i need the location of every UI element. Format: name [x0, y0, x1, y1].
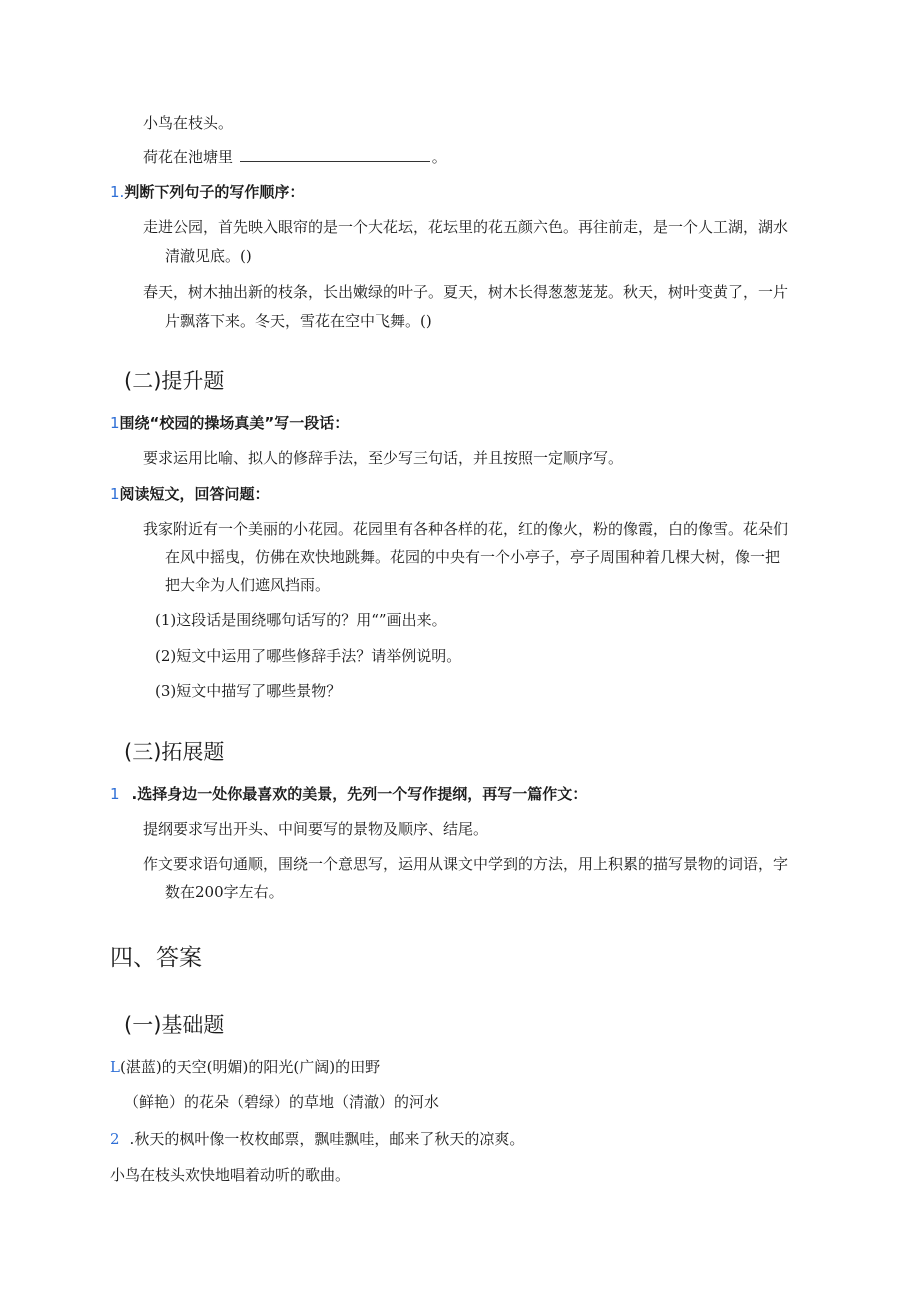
question-heading	[110, 784, 587, 804]
answer-line: （鲜艳）的花朵（碧绿）的草地（清澈）的河水	[124, 1093, 440, 1111]
answer-line	[110, 1057, 380, 1077]
passage-line: 在风中摇曳，仿佛在欢快地跳舞。花园的中央有一个小亭子，亭子周围种着几棵大树，像一把	[165, 548, 781, 566]
question-text: 判断下列句子的写作顺序：	[124, 183, 305, 201]
fill-blank-line	[143, 147, 447, 167]
question-text: 阅读短文，回答问题：	[119, 485, 270, 503]
text-line: 片飘落下来。冬天，雪花在空中飞舞。()	[165, 312, 432, 330]
text-line: 小鸟在枝头。	[143, 114, 234, 132]
question-number: 1	[110, 414, 120, 432]
question-heading	[110, 484, 270, 504]
answer-line	[110, 1129, 524, 1149]
chapter-title: 四、答案	[110, 945, 202, 971]
question-number: 1	[110, 785, 120, 803]
passage-line: 把大伞为人们遮风挡雨。	[165, 576, 331, 594]
text-line: 作文要求语句通顺，围绕一个意思写，运用从课文中学到的方法，用上积累的描写景物的词语，字	[143, 855, 789, 873]
text-line: 清澈见底。()	[165, 247, 252, 265]
question-text: 围绕“校园的操场真美”写一段话：	[119, 414, 350, 432]
sub-question: (2)短文中运用了哪些修辞手法？请举例说明。	[155, 647, 462, 665]
text-line: 春天，树木抽出新的枝条，长出嫩绿的叶子。夏天，树木长得葱葱茏茏。秋天，树叶变黄了，一片	[143, 283, 789, 301]
passage-line: 我家附近有一个美丽的小花园。花园里有各种各样的花，红的像火，粉的像霞，白的像雪。花朵们	[143, 520, 789, 538]
text-line: 数在200字左右。	[165, 883, 284, 901]
answer-text: (湛蓝)的天空(明媚)的阳光(广阔)的田野	[119, 1058, 381, 1076]
question-number: 1	[110, 485, 120, 503]
section-title: (三)拓展题	[124, 740, 225, 764]
text-line: 走进公园，首先映入眼帘的是一个大花坛，花坛里的花五颜六色。再往前走，是一个人工湖，湖水	[143, 218, 789, 236]
question-number: 1.	[110, 183, 125, 201]
text-fragment: 。	[431, 148, 447, 166]
section-title: (一)基础题	[124, 1013, 225, 1037]
section-title: (二)提升题	[124, 369, 225, 393]
answer-text: .秋天的枫叶像一枚枚邮票，飘哇飘哇，邮来了秋天的凉爽。	[129, 1130, 525, 1148]
question-heading	[110, 182, 304, 202]
text-fragment: 荷花在池塘里	[143, 148, 234, 166]
sub-question: (1)这段话是围绕哪句话写的？用“”画出来。	[155, 611, 447, 629]
sub-question: (3)短文中描写了哪些景物？	[155, 682, 342, 700]
question-heading	[110, 413, 349, 433]
answer-number: 2	[110, 1130, 120, 1148]
text-line: 要求运用比喻、拟人的修辞手法，至少写三句话，并且按照一定顺序写。	[143, 449, 624, 467]
answer-number: L	[110, 1058, 120, 1076]
text-line: 提纲要求写出开头、中间要写的景物及顺序、结尾。	[143, 820, 489, 838]
blank-underline	[240, 147, 430, 162]
question-text: .选择身边一处你最喜欢的美景，先列一个写作提纲，再写一篇作文：	[131, 785, 588, 803]
answer-line: 小鸟在枝头欢快地唱着动听的歌曲。	[110, 1166, 351, 1184]
